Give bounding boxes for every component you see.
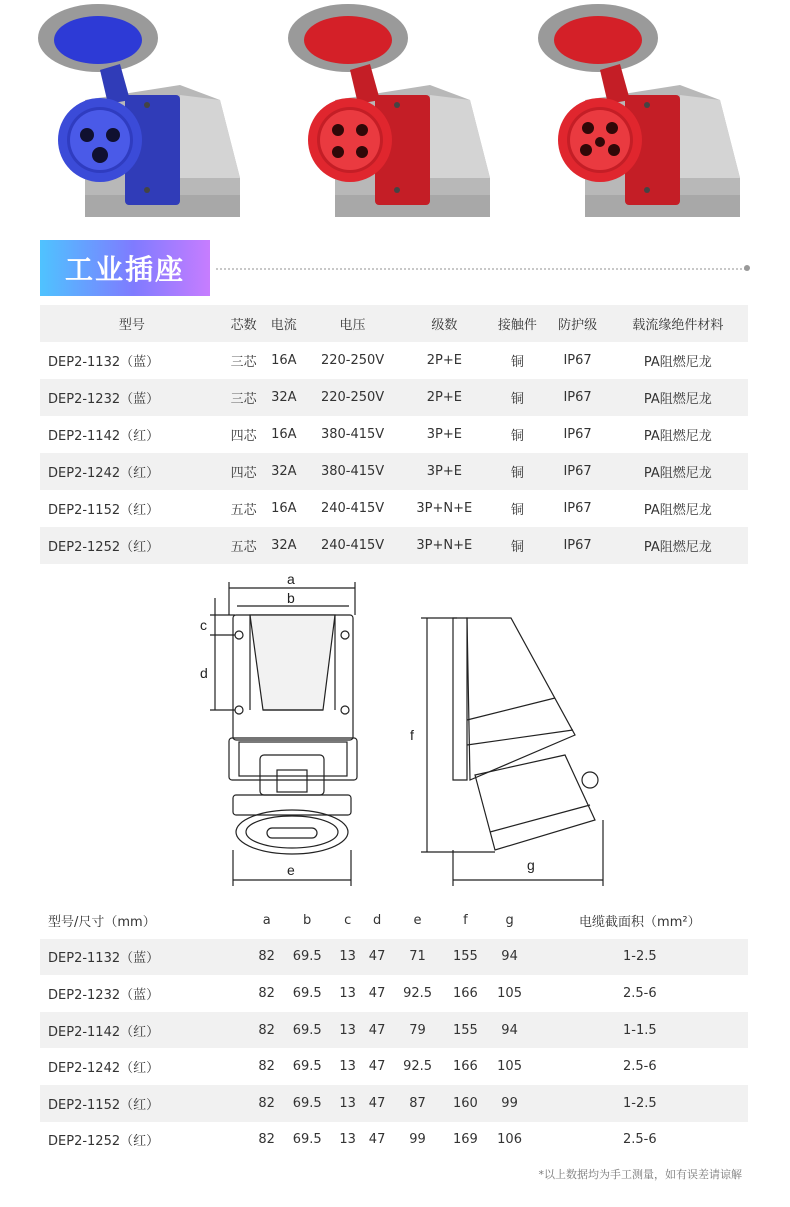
front-view: [210, 582, 357, 886]
spec-cell: 五芯: [224, 527, 264, 564]
dims-row: [40, 975, 748, 1012]
dims-cell: 87: [392, 1085, 444, 1122]
spec-cell: IP67: [563, 501, 592, 516]
spec-cell: IP67: [563, 427, 592, 442]
spec-cell: 铜: [510, 355, 524, 370]
dims-cell: DEP2-1152（红）: [40, 1085, 252, 1122]
blue-3pin-socket-image: [30, 0, 260, 232]
dims-cell: 82: [258, 1059, 275, 1075]
dims-cell: 1-2.5: [532, 1085, 748, 1122]
spec-cell: DEP2-1132（蓝）: [48, 355, 160, 370]
dims-header-b: b: [303, 912, 312, 928]
spec-cell: 380-415V: [320, 427, 385, 442]
spec-cell: 三芯: [230, 355, 257, 370]
spec-cell: 32A: [264, 453, 304, 490]
dims-cell: DEP2-1142（红）: [40, 1012, 252, 1049]
dims-cell: 13: [339, 1132, 356, 1148]
spec-cell: 220-250V: [304, 379, 401, 416]
dims-cell: 13: [339, 1059, 356, 1075]
spec-cell: 380-415V: [304, 453, 401, 490]
dim-label-b: b: [287, 590, 295, 606]
spec-cell: 220-250V: [320, 353, 385, 368]
dims-header-c: c: [344, 912, 352, 928]
spec-cell: 铜: [510, 503, 524, 518]
spec-cell: PA阻燃尼龙: [608, 453, 748, 490]
dim-label-f: f: [410, 727, 414, 743]
dims-header-d: d: [372, 912, 382, 928]
spec-row: [40, 490, 748, 527]
dims-cell: 13: [339, 985, 356, 1001]
spec-cell: 32A: [264, 527, 304, 564]
dims-cell: DEP2-1242（红）: [48, 1061, 160, 1077]
dims-header-e: e: [413, 912, 422, 928]
dims-cell: 155: [443, 1012, 487, 1049]
product-images: [0, 0, 790, 232]
spec-header-current: 电流: [264, 305, 304, 342]
spec-cell: IP67: [548, 453, 608, 490]
dims-header-model: 型号/尺寸（mm）: [48, 914, 156, 930]
dims-cell: 13: [333, 1085, 362, 1122]
dims-header-f: f: [463, 912, 468, 928]
dims-cell: 79: [392, 1012, 444, 1049]
dims-cell: 69.5: [292, 985, 322, 1001]
dims-cell: 82: [258, 1132, 275, 1148]
dims-cell: 106: [497, 1132, 522, 1148]
dims-cell: 2.5-6: [623, 1059, 657, 1075]
dims-cell: 82: [258, 985, 275, 1001]
dims-cell: 99: [487, 1085, 531, 1122]
dims-table-header-row: [40, 902, 748, 939]
dims-cell: 13: [333, 1012, 362, 1049]
spec-cell: 四芯: [224, 453, 264, 490]
spec-cell: 32A: [264, 379, 304, 416]
section-title: 工业插座: [40, 240, 210, 296]
spec-row: [40, 416, 748, 453]
spec-cell: DEP2-1152（红）: [48, 503, 160, 518]
dims-row: [40, 1085, 748, 1122]
dims-cell: 105: [497, 1059, 522, 1075]
spec-cell: 16A: [271, 501, 297, 516]
divider-dot: [744, 265, 750, 271]
spec-cell: 3P+N+E: [401, 527, 487, 564]
spec-row: [40, 527, 748, 564]
dims-cell: 82: [252, 1012, 281, 1049]
spec-cell: PA阻燃尼龙: [643, 503, 712, 518]
spec-cell: DEP2-1242（红）: [40, 453, 224, 490]
spec-cell: DEP2-1142（红）: [48, 429, 160, 444]
spec-cell: 240-415V: [320, 501, 385, 516]
title-divider: [216, 268, 746, 270]
dims-cell: 82: [252, 1085, 281, 1122]
dims-cell: 47: [362, 1085, 391, 1122]
dims-cell: 69.5: [281, 1012, 333, 1049]
dims-cell: 105: [497, 985, 522, 1001]
measurement-disclaimer: *以上数据均为手工测量，如有误差请谅解: [538, 1168, 742, 1181]
dims-cell: 94: [487, 939, 531, 976]
spec-header-cores: 芯数: [224, 305, 264, 342]
dims-cell: 160: [443, 1085, 487, 1122]
spec-row: [40, 379, 748, 416]
dims-header-a: a: [262, 912, 271, 928]
spec-cell: 三芯: [224, 379, 264, 416]
spec-cell: 铜: [487, 527, 547, 564]
dims-cell: 1-2.5: [532, 939, 748, 976]
dims-cell: 69.5: [292, 1132, 322, 1148]
dims-cell: DEP2-1232（蓝）: [48, 987, 160, 1003]
spec-cell: 铜: [510, 429, 524, 444]
dims-cell: 166: [452, 1059, 478, 1075]
dims-cell: 2.5-6: [623, 1132, 657, 1148]
spec-header-protection: 防护级: [548, 305, 608, 342]
dims-cell: 47: [362, 939, 391, 976]
side-view: [421, 618, 603, 886]
dims-cell: 1-1.5: [532, 1012, 748, 1049]
spec-cell: PA阻燃尼龙: [643, 429, 712, 444]
dims-row: [40, 1012, 748, 1049]
dims-cell: 82: [252, 939, 281, 976]
spec-cell: IP67: [548, 527, 608, 564]
dims-cell: 69.5: [281, 1085, 333, 1122]
spec-cell: 五芯: [230, 503, 257, 518]
dims-cell: 169: [452, 1132, 478, 1148]
dims-cell: 47: [362, 1012, 391, 1049]
dims-cell: 94: [487, 1012, 531, 1049]
spec-cell: 铜: [487, 379, 547, 416]
spec-cell: IP67: [563, 353, 592, 368]
spec-cell: 240-415V: [304, 527, 401, 564]
spec-row: [40, 342, 748, 379]
spec-cell: IP67: [548, 379, 608, 416]
dims-header-cable: 电缆截面积（mm²）: [579, 914, 701, 930]
dims-cell: 2.5-6: [623, 985, 657, 1001]
spec-cell: 铜: [487, 453, 547, 490]
spec-table: [40, 305, 748, 564]
dims-row: [40, 1122, 748, 1159]
dims-cell: 47: [368, 1059, 386, 1075]
dimension-drawing: [195, 570, 615, 890]
spec-cell: 16A: [271, 427, 297, 442]
dimensions-table: [40, 902, 748, 1158]
spec-cell: 3P+E: [401, 453, 487, 490]
dims-cell: 69.5: [292, 1059, 322, 1075]
dims-cell: 166: [452, 985, 478, 1001]
red-5pin-socket-image: [530, 0, 760, 232]
spec-cell: 3P+E: [426, 427, 462, 442]
spec-cell: 2P+E: [426, 353, 462, 368]
spec-table-header-row: [40, 305, 748, 342]
spec-cell: 四芯: [230, 429, 257, 444]
dims-cell: 47: [368, 985, 386, 1001]
dims-cell: 92.5: [403, 1059, 433, 1075]
spec-cell: 16A: [271, 353, 297, 368]
dim-label-c: c: [200, 617, 207, 633]
spec-cell: PA阻燃尼龙: [643, 355, 712, 370]
dims-cell: 99: [409, 1132, 426, 1148]
spec-cell: 2P+E: [401, 379, 487, 416]
dims-cell: 155: [443, 939, 487, 976]
spec-header-model: 型号: [40, 305, 224, 342]
dim-label-g: g: [527, 857, 535, 873]
dim-label-d: d: [200, 665, 208, 681]
dims-header-g: g: [505, 912, 514, 928]
dim-label-e: e: [287, 862, 295, 878]
spec-cell: DEP2-1232（蓝）: [40, 379, 224, 416]
dims-cell: DEP2-1132（蓝）: [40, 939, 252, 976]
spec-cell: PA阻燃尼龙: [608, 527, 748, 564]
spec-row: [40, 453, 748, 490]
spec-header-material: 载流缘绝件材料: [608, 305, 748, 342]
dims-cell: 47: [368, 1132, 386, 1148]
spec-header-voltage: 电压: [304, 305, 401, 342]
dims-cell: DEP2-1252（红）: [48, 1134, 160, 1150]
dim-label-a: a: [287, 571, 295, 587]
dims-cell: 92.5: [403, 985, 433, 1001]
spec-header-contact: 接触件: [487, 305, 547, 342]
dims-cell: 69.5: [281, 939, 333, 976]
spec-header-poles: 级数: [401, 305, 487, 342]
dims-row: [40, 1048, 748, 1085]
red-4pin-socket-image-1: [280, 0, 510, 232]
dims-row: [40, 939, 748, 976]
dims-cell: 71: [392, 939, 444, 976]
spec-cell: DEP2-1252（红）: [40, 527, 224, 564]
dims-cell: 13: [333, 939, 362, 976]
spec-cell: 3P+N+E: [416, 501, 473, 516]
spec-cell: PA阻燃尼龙: [608, 379, 748, 416]
